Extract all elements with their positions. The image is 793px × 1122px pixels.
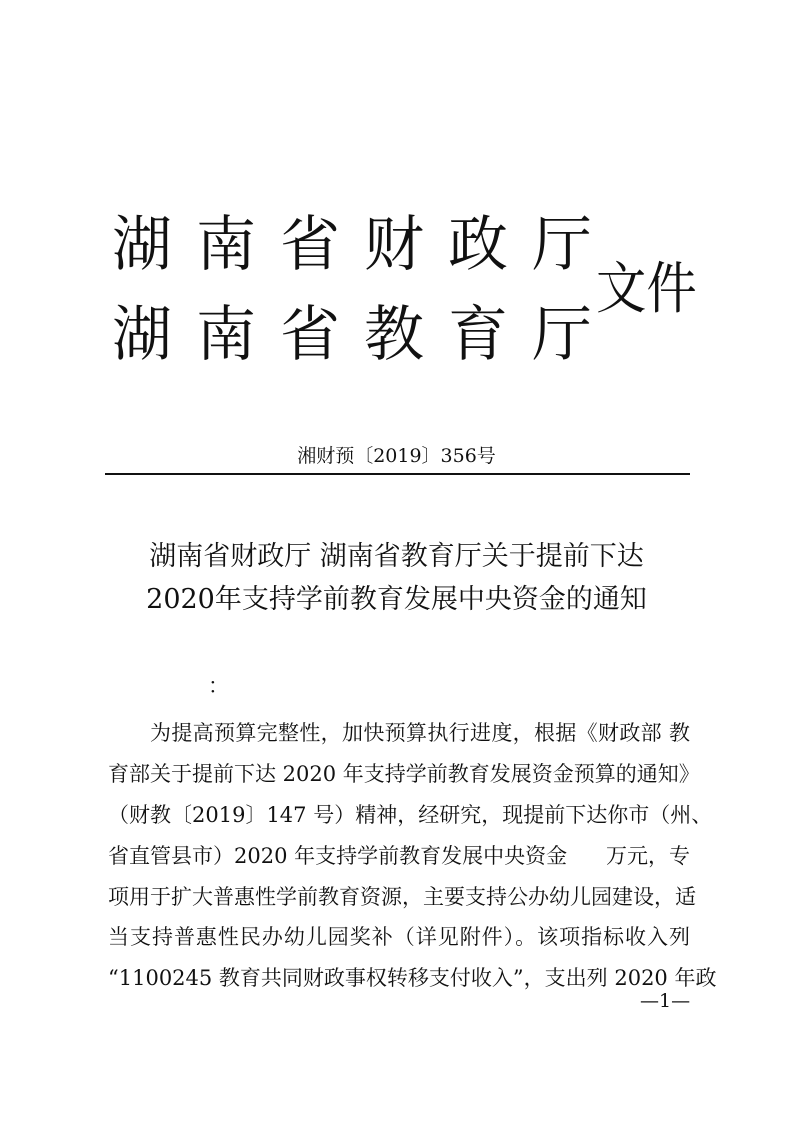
page-number: —1—: [640, 990, 691, 1012]
document-number: 湘财预〔2019〕356号: [297, 445, 496, 467]
issuing-org-education: 湖南省教育厅: [112, 300, 592, 370]
body-line: [108, 841, 690, 871]
document-title-line-2: 2020年支持学前教育发展中央资金的通知: [146, 584, 647, 615]
document-title-line-1: 湖南省财政厅 湖南省教育厅关于提前下达: [149, 541, 644, 572]
doc-type-label: 文件: [596, 257, 697, 322]
addressee-colon: ：: [208, 674, 229, 698]
body-line-part: 万元，专: [606, 844, 690, 868]
body-line: “1100245 教育共同财政事权转移支付收入”，支出列 2020 年政: [108, 966, 717, 990]
header-divider: [105, 473, 690, 475]
body-line: （财教〔2019〕147 号）精神，经研究，现提前下达你市（州、: [108, 803, 713, 827]
body-line: 当支持普惠性民办幼儿园奖补（详见附件）。该项指标收入列: [108, 925, 690, 949]
body-line: 项用于扩大普惠性学前教育资源，主要支持公办幼儿园建设，适: [108, 885, 696, 909]
body-line: 为提高预算完整性，加快预算执行进度，根据《财政部 教: [150, 721, 690, 745]
body-line: 育部关于提前下达 2020 年支持学前教育发展资金预算的通知》: [108, 762, 700, 786]
issuing-org-finance: 湖南省财政厅: [112, 210, 592, 280]
body-line-part: 省直管县市）2020 年支持学前教育发展中央资金: [108, 844, 568, 868]
